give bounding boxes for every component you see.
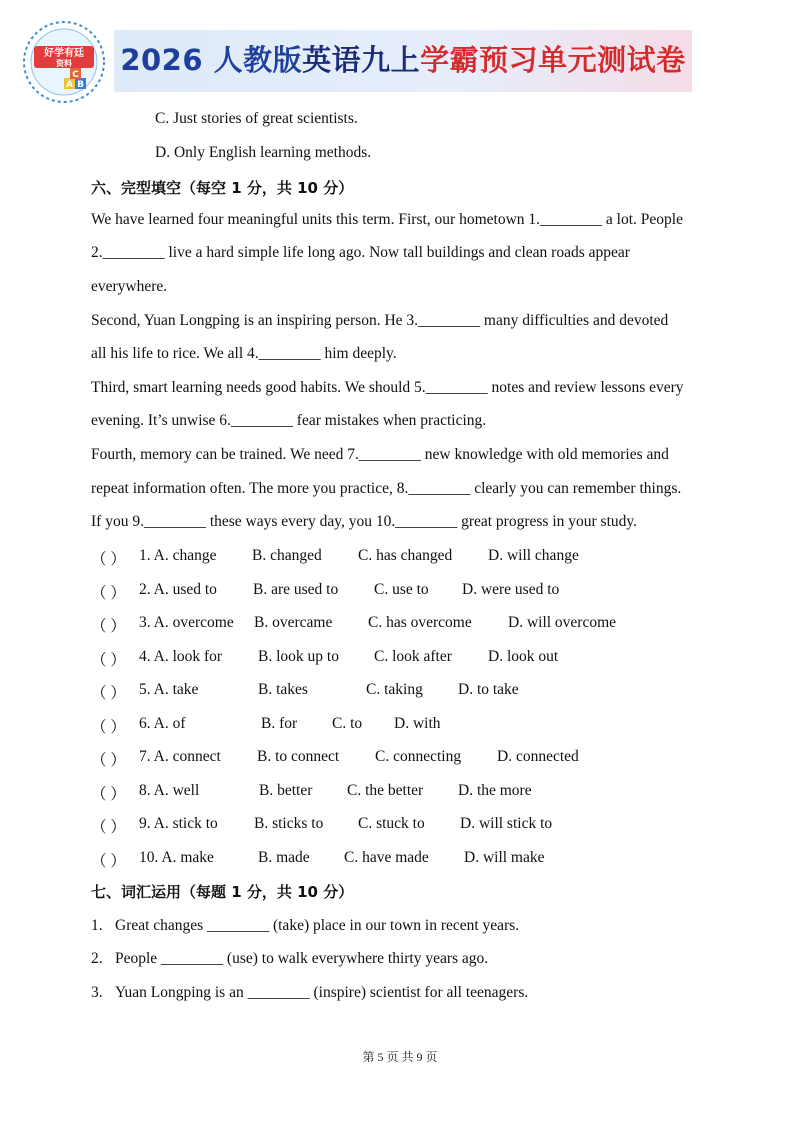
answer-paren: （ ） <box>91 819 126 836</box>
passage-line: Fourth, memory can be trained. We need 7.________ new knowledge with old memories and <box>91 446 669 463</box>
passage-line: repeat information often. The more you practice, 8.________ clearly you can remember things. <box>91 480 682 497</box>
passage-line: Second, Yuan Longping is an inspiring person. He 3.________ many difficulties and devoted <box>91 312 669 329</box>
option-a: 1. A. change <box>139 547 217 564</box>
section7-heading: 七、词汇运用（每题 1 分，共 10 分） <box>91 883 354 901</box>
option-d: D. the more <box>458 782 532 799</box>
option-b: B. overcame <box>254 614 333 631</box>
option-d: D. were used to <box>462 581 560 598</box>
answer-paren: （ ） <box>91 685 126 702</box>
option-b: B. sticks to <box>254 815 324 832</box>
option-c: C. look after <box>374 648 452 665</box>
answer-paren: （ ） <box>91 585 126 602</box>
title-part-3: 学霸预习单元测试卷 <box>420 43 686 77</box>
option-b: B. look up to <box>258 648 339 665</box>
option-a: 8. A. well <box>139 782 200 799</box>
option-c: C. has overcome <box>368 614 472 631</box>
vocab-num: 3. <box>91 984 103 1001</box>
passage-line: We have learned four meaningful units this term. First, our hometown 1.________ a lot. People <box>91 211 683 228</box>
passage-line: evening. It’s unwise 6.________ fear mistakes when practicing. <box>91 412 487 429</box>
option-d: D. will stick to <box>460 815 553 832</box>
option-c: C. taking <box>366 681 423 698</box>
option-a: 2. A. used to <box>139 581 217 598</box>
option-c: C. stuck to <box>358 815 425 832</box>
passage-line: Third, smart learning needs good habits. We should 5.________ notes and review lessons every <box>91 379 684 396</box>
option-b: B. changed <box>252 547 322 564</box>
title-banner <box>114 30 692 92</box>
title-part-1: 2026 人教版 <box>120 43 303 77</box>
answer-paren: （ ） <box>91 652 126 669</box>
title-part-2: 英语九上 <box>302 43 421 77</box>
vocab-num: 1. <box>91 917 103 934</box>
page-header <box>0 0 800 105</box>
answer-paren: （ ） <box>91 618 126 635</box>
vocab-text: People ________ (use) to walk everywhere thirty years ago. <box>115 950 489 967</box>
option-c: C. use to <box>374 581 429 598</box>
option-a: 5. A. take <box>139 681 199 698</box>
option-c: C. have made <box>344 849 429 866</box>
answer-paren: （ ） <box>91 786 126 803</box>
passage-line: 2.________ live a hard simple life long ago. Now tall buildings and clean roads appear <box>91 244 630 261</box>
option-d: D. connected <box>497 748 579 765</box>
option-b: B. better <box>259 782 313 799</box>
option-d: D. look out <box>488 648 559 665</box>
answer-paren: （ ） <box>91 752 126 769</box>
logo-letter-c: C <box>72 70 79 80</box>
option-a: 3. A. overcome <box>139 614 234 631</box>
option-b: B. are used to <box>253 581 339 598</box>
passage-line: everywhere. <box>91 278 168 295</box>
option-d: D. with <box>394 715 441 732</box>
vocab-text: Great changes ________ (take) place in our town in recent years. <box>115 917 520 934</box>
page-title <box>114 38 692 79</box>
prev-option-d: D. Only English learning methods. <box>155 144 372 161</box>
option-b: B. made <box>258 849 310 866</box>
option-c: C. connecting <box>375 748 462 765</box>
option-d: D. will change <box>488 547 579 564</box>
logo-text-2: 资料 <box>56 59 72 68</box>
option-b: B. takes <box>258 681 308 698</box>
answer-paren: （ ） <box>91 853 126 870</box>
answer-paren: （ ） <box>91 551 126 568</box>
page-number: 第 5 页 共 9 页 <box>362 1050 438 1064</box>
option-a: 6. A. of <box>139 715 186 732</box>
section6-heading: 六、完型填空（每空 1 分，共 10 分） <box>91 179 354 197</box>
passage-line: If you 9.________ these ways every day, you 10.________ great progress in your study. <box>91 513 637 530</box>
option-a: 9. A. stick to <box>139 815 218 832</box>
logo-icon <box>20 18 108 106</box>
option-b: B. for <box>261 715 298 732</box>
option-a: 7. A. connect <box>139 748 221 765</box>
option-d: D. will overcome <box>508 614 617 631</box>
logo-text-1: 好学有廷 <box>44 48 84 59</box>
logo-letter-a: A <box>66 80 73 90</box>
option-c: C. to <box>332 715 363 732</box>
vocab-text: Yuan Longping is an ________ (inspire) scientist for all teenagers. <box>115 984 529 1001</box>
option-a: 4. A. look for <box>139 648 223 665</box>
answer-paren: （ ） <box>91 719 126 736</box>
option-b: B. to connect <box>257 748 340 765</box>
passage-line: all his life to rice. We all 4.________ him deeply. <box>91 345 397 362</box>
option-d: D. will make <box>464 849 545 866</box>
logo-letter-b: B <box>77 80 84 90</box>
option-a: 10. A. make <box>139 849 214 866</box>
option-c: C. the better <box>347 782 424 799</box>
prev-option-c: C. Just stories of great scientists. <box>155 110 358 127</box>
option-c: C. has changed <box>358 547 453 564</box>
vocab-num: 2. <box>91 950 103 967</box>
option-d: D. to take <box>458 681 519 698</box>
